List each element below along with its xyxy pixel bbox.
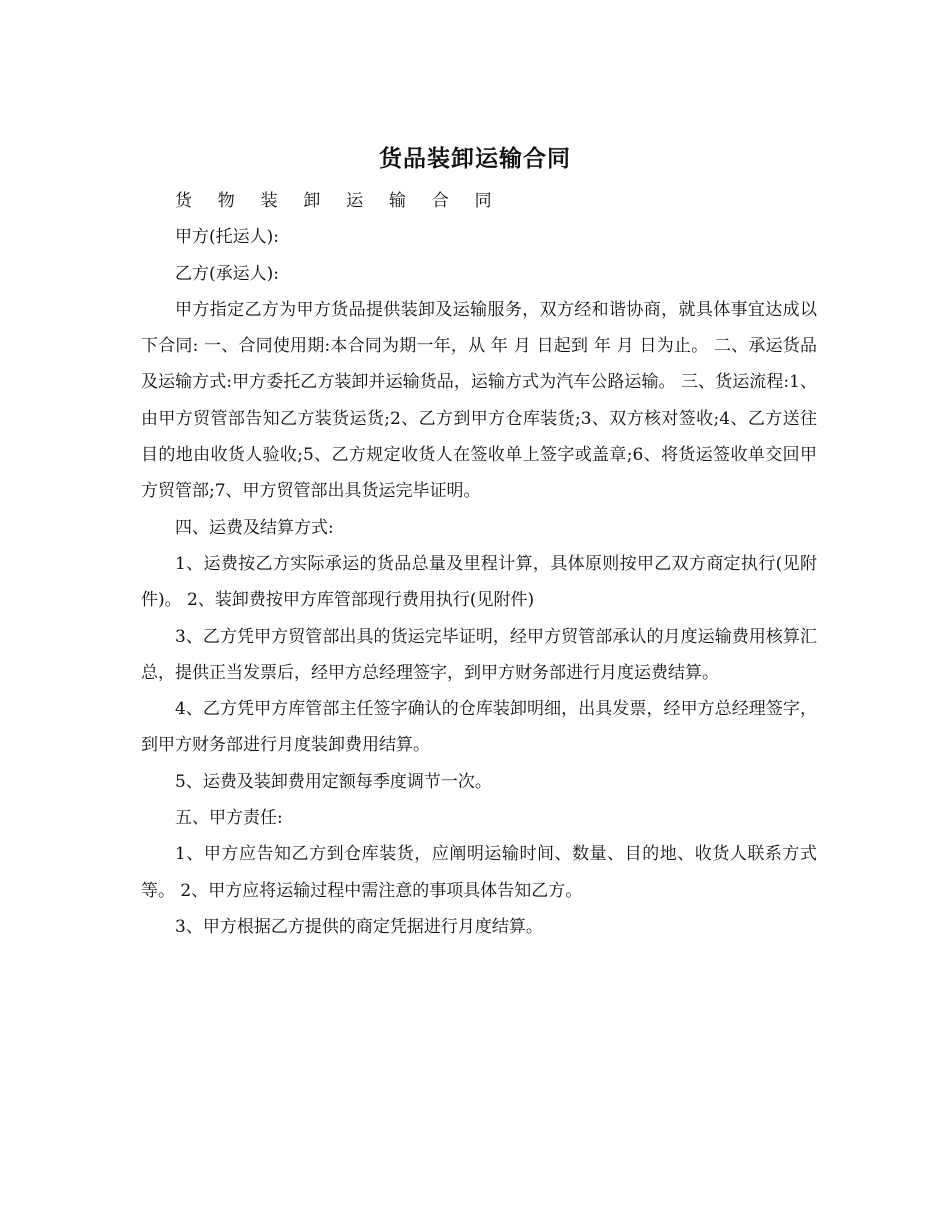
section-five-heading: 五、甲方责任: [175, 808, 283, 829]
party-a-duty-3: 3、甲方根据乙方提供的商定凭据进行月度结算。 [175, 916, 543, 937]
fee-clause-4: 4、乙方凭甲方库管部主任签字确认的仓库装卸明细，出具发票，经甲方总经理签字，到甲方财务部进行月度装卸费用结算。 [141, 699, 817, 756]
fee-clause-1: 1、运费按乙方实际承运的货品总量及里程计算，具体原则按甲乙双方商定执行(见附件)。 2、装卸费按甲方库管部现行费用执行(见附件) [141, 553, 817, 611]
document-title: 货品装卸运输合同 [379, 145, 571, 172]
party-b-line: 乙方(承运人): [175, 263, 279, 284]
party-a-duty-1: 1、甲方应告知乙方到仓库装货，应阐明运输时间、数量、目的地、收货人联系方式等。 2、甲方应将运输过程中需注意的事项具体告知乙方。 [141, 844, 817, 901]
subtitle-paragraph: 货 物 装 卸 运 输 合 同 [175, 191, 502, 211]
document-body [141, 183, 817, 945]
intro-clauses-paragraph: 甲方指定乙方为甲方货品提供装卸及运输服务，双方经和谐协商，就具体事宜达成以下合同: 一、合同使用期:本合同为期一年，从 年 月 日起到 年 月 日为止。 二、承运货品及运输方式:甲方委托乙方装卸并运输货品，运输方式为汽车公路运输。 三、货运流程:1、由甲方贸管部告知乙方装货运货;2、乙方到甲方仓库装货;3、双方核对签收;4、乙方送往目的地由收货人验收;5、乙方规定收货人在签收单上签字或盖章;6、将货运签收单交回甲方贸管部;7、甲方贸管部出具货运完毕证明。 [141, 299, 817, 502]
fee-clause-5: 5、运费及装卸费用定额每季度调节一次。 [175, 771, 492, 792]
party-a-line: 甲方(托运人): [175, 227, 279, 248]
section-four-heading: 四、运费及结算方式: [175, 517, 334, 538]
fee-clause-3: 3、乙方凭甲方贸管部出具的货运完毕证明，经甲方贸管部承认的月度运输费用核算汇总，提供正当发票后，经甲方总经理签字，到甲方财务部进行月度运费结算。 [141, 626, 817, 683]
